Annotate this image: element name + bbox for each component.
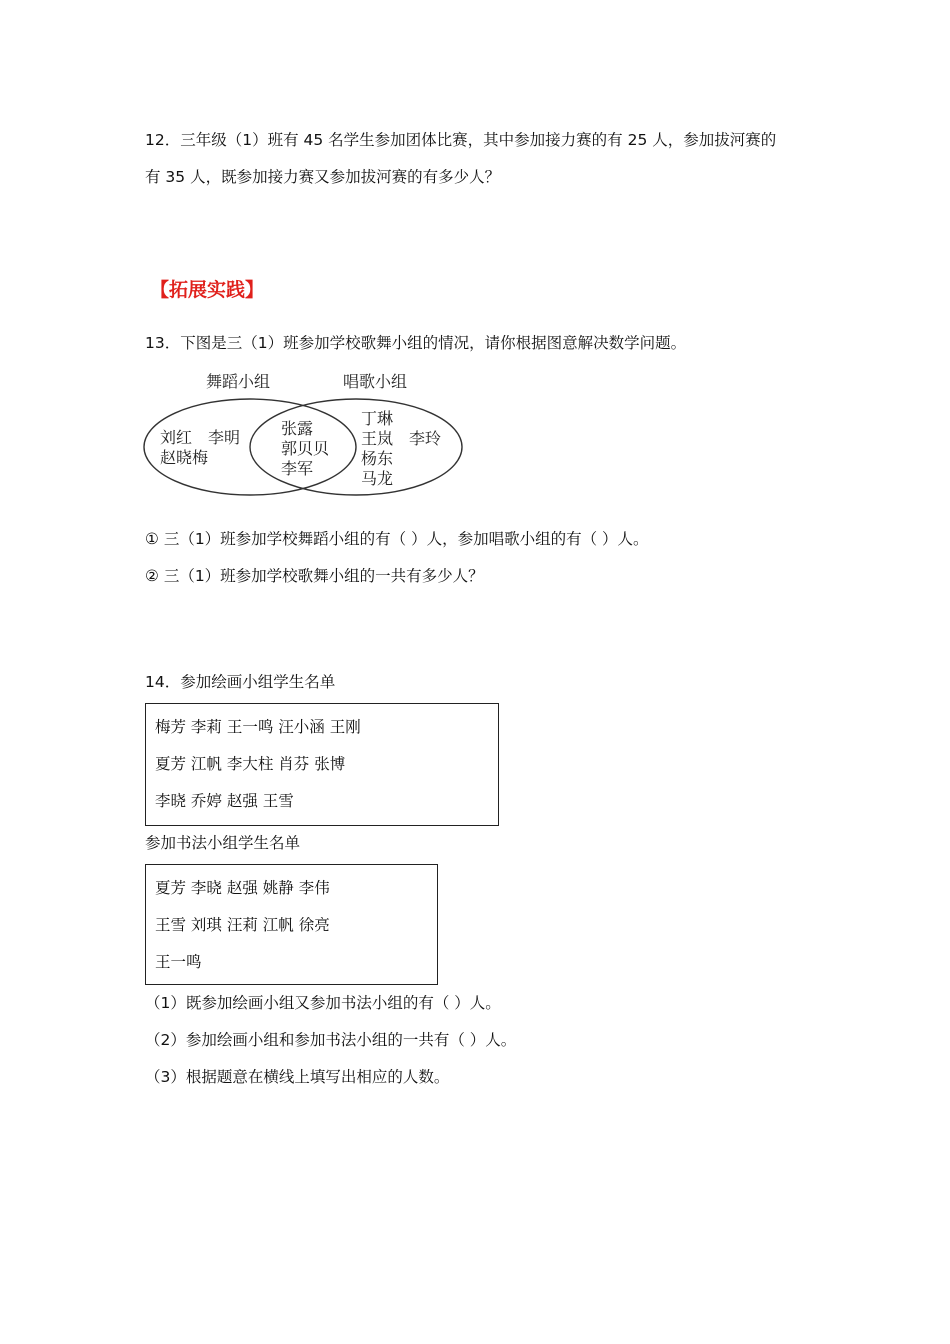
painting-row-3: 李晓 乔婷 赵强 王雪	[155, 792, 294, 810]
section-heading: 【拓展实践】	[150, 279, 265, 301]
venn-both-line-2: 郭贝贝	[281, 439, 330, 458]
venn-both-line-3: 李军	[281, 459, 314, 478]
calligraphy-row-3: 王一鸣	[155, 953, 202, 971]
venn-right-line-1: 丁琳	[361, 409, 394, 428]
venn-diagram	[140, 366, 470, 501]
painting-row-1: 梅芳 李莉 王一鸣 汪小涵 王刚	[155, 718, 361, 736]
calligraphy-row-1: 夏芳 李晓 赵强 姚静 李伟	[155, 879, 330, 897]
venn-right-line-3: 杨东	[361, 449, 394, 468]
venn-right-line-4: 马龙	[361, 469, 394, 488]
painting-list-box	[145, 703, 499, 826]
venn-both-line-1: 张露	[281, 419, 314, 438]
q14-title: 14．参加绘画小组学生名单	[145, 673, 336, 691]
venn-label-singing: 唱歌小组	[343, 372, 408, 391]
q14-sub-1: （1）既参加绘画小组又参加书法小组的有（ ）人。	[145, 994, 501, 1012]
venn-left-line-1: 刘红 李明	[160, 428, 241, 447]
q12-line-1: 12．三年级（1）班有 45 名学生参加团体比赛，其中参加接力赛的有 25 人，参加拔河赛的	[145, 131, 777, 149]
q13-intro: 13．下图是三（1）班参加学校歌舞小组的情况，请你根据图意解决数学问题。	[145, 334, 687, 352]
calligraphy-title: 参加书法小组学生名单	[145, 834, 301, 852]
q13-sub-1: ① 三（1）班参加学校舞蹈小组的有（ ）人，参加唱歌小组的有（ ）人。	[145, 530, 649, 548]
q13-sub-2: ② 三（1）班参加学校歌舞小组的一共有多少人？	[145, 567, 484, 585]
painting-row-2: 夏芳 江帆 李大柱 肖芬 张博	[155, 755, 346, 773]
q14-sub-2: （2）参加绘画小组和参加书法小组的一共有（ ）人。	[145, 1031, 517, 1049]
q14-sub-3: （3）根据题意在横线上填写出相应的人数。	[145, 1068, 450, 1086]
calligraphy-list-box	[145, 864, 438, 985]
calligraphy-row-2: 王雪 刘琪 汪莉 江帆 徐亮	[155, 916, 330, 934]
q12-line-2: 有 35 人，既参加接力赛又参加拔河赛的有多少人？	[145, 168, 501, 186]
venn-left-line-2: 赵晓梅	[160, 448, 209, 467]
venn-right-line-2: 王岚 李玲	[361, 429, 442, 448]
venn-label-dance: 舞蹈小组	[206, 372, 271, 391]
